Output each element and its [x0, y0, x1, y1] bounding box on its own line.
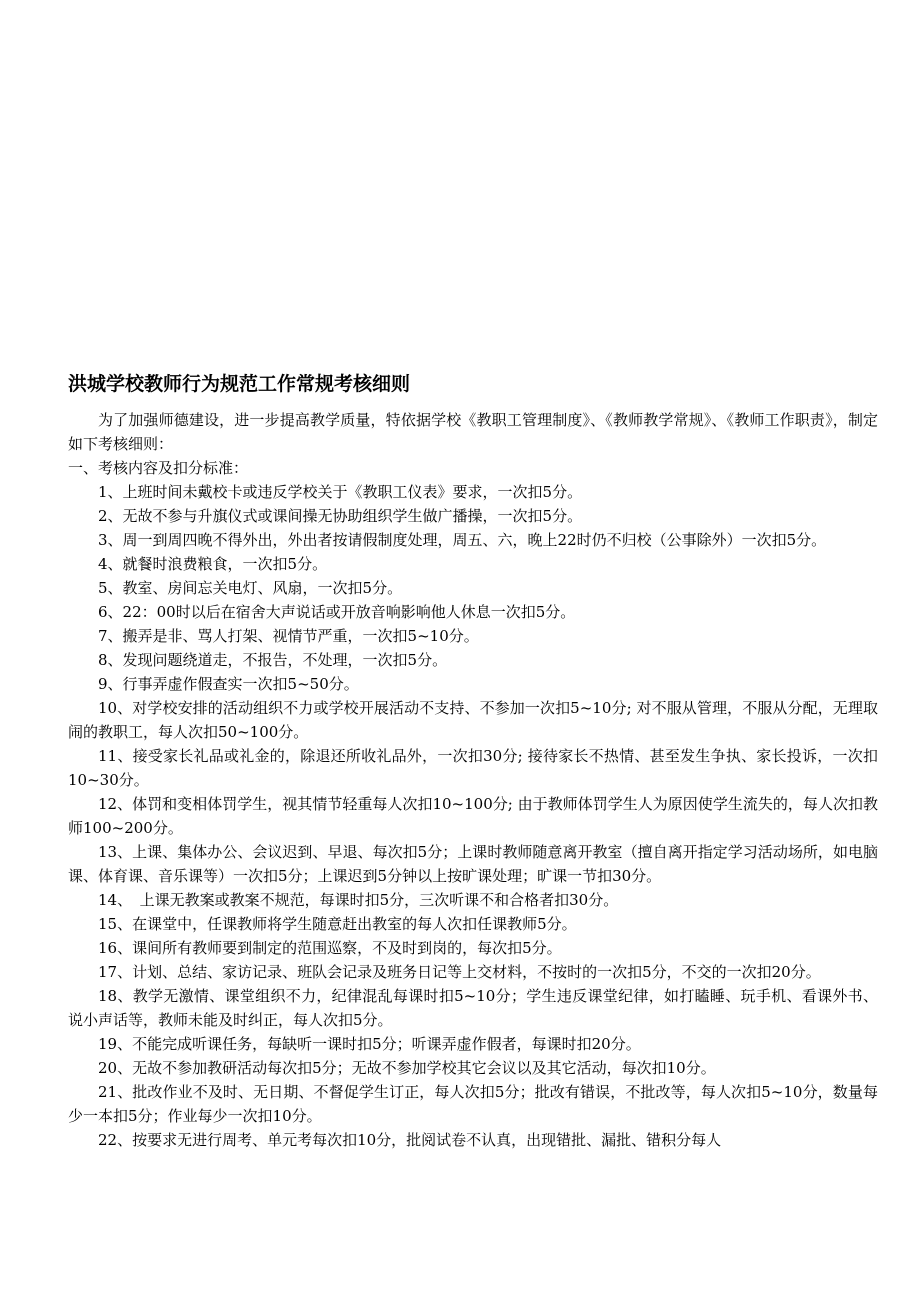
rule-item: 15、在课堂中，任课教师将学生随意赶出教室的每人次扣任课教师5分。 [98, 915, 577, 933]
rule-item: 8、发现问题绕道走，不报告，不处理，一次扣5分。 [98, 651, 448, 669]
section-heading: 一、考核内容及扣分标准： [68, 459, 249, 477]
rule-item: 21、批改作业不及时、无日期、不督促学生订正，每人次扣5分；批改有错误，不批改等，每人次扣5~10分，数量每少一本扣5分；作业每少一次扣10分。 [68, 1083, 878, 1125]
rule-item: 14、 上课无教案或教案不规范，每课时扣5分，三次听课不和合格者扣30分。 [98, 891, 619, 909]
rule-item: 11、接受家长礼品或礼金的，除退还所收礼品外，一次扣30分; 接待家长不热情、甚至发生争执、家长投诉，一次扣10~30分。 [68, 747, 878, 789]
document-page [68, 370, 878, 1152]
rule-item: 2、无故不参与升旗仪式或课间操无协助组织学生做广播操，一次扣5分。 [98, 507, 583, 525]
rule-item: 3、周一到周四晚不得外出，外出者按请假制度处理，周五、六，晚上22时仍不归校（公事除外）一次扣5分。 [98, 531, 827, 549]
rule-item: 18、教学无激情、课堂组织不力，纪律混乱每课时扣5~10分；学生违反课堂纪律，如打瞌睡、玩手机、看课外书、说小声话等，教师未能及时纠正，每人次扣5分。 [68, 987, 878, 1029]
rule-item: 5、教室、房间忘关电灯、风扇，一次扣5分。 [98, 579, 403, 597]
rule-list [68, 480, 878, 1152]
rule-item: 12、体罚和变相体罚学生，视其情节轻重每人次扣10~100分; 由于教师体罚学生人为原因使学生流失的，每人次扣教师100~200分。 [68, 795, 878, 837]
rule-item: 20、无故不参加教研活动每次扣5分；无故不参加学校其它会议以及其它活动，每次扣10分。 [98, 1059, 716, 1077]
rule-item: 19、不能完成听课任务，每缺听一课时扣5分；听课弄虚作假者，每课时扣20分。 [98, 1035, 641, 1053]
rule-item: 22、按要求无进行周考、单元考每次扣10分，批阅试卷不认真，出现错批、漏批、错积分每人 [98, 1131, 722, 1149]
rule-item: 16、课间所有教师要到制定的范围巡察，不及时到岗的，每次扣5分。 [98, 939, 562, 957]
document-title: 洪城学校教师行为规范工作常规考核细则 [68, 373, 411, 395]
rule-item: 4、就餐时浪费粮食，一次扣5分。 [98, 555, 328, 573]
rule-item: 9、行事弄虚作假查实一次扣5~50分。 [98, 675, 359, 693]
rule-item: 13、上课、集体办公、会议迟到、早退、每次扣5分；上课时教师随意离开教室（擅自离开指定学习活动场所，如电脑课、体育课、音乐课等）一次扣5分；上课迟到5分钟以上按旷课处理；旷课一节扣30分。 [68, 843, 878, 885]
rule-item: 10、对学校安排的活动组织不力或学校开展活动不支持、不参加一次扣5~10分; 对不服从管理，不服从分配，无理取闹的教职工，每人次扣50~100分。 [68, 699, 878, 741]
intro-paragraph: 为了加强师德建设，进一步提高教学质量，特依据学校《教职工管理制度》、《教师教学常规》、《教师工作职责》，制定如下考核细则： [68, 411, 878, 453]
rule-item: 1、上班时间未戴校卡或违反学校关于《教职工仪表》要求，一次扣5分。 [98, 483, 583, 501]
rule-item: 7、搬弄是非、骂人打架、视情节严重，一次扣5~10分。 [98, 627, 479, 645]
rule-item: 6、22：00时以后在宿舍大声说话或开放音响影响他人休息一次扣5分。 [98, 603, 576, 621]
rule-item: 17、计划、总结、家访记录、班队会记录及班务日记等上交材料，不按时的一次扣5分，不交的一次扣20分。 [98, 963, 821, 981]
